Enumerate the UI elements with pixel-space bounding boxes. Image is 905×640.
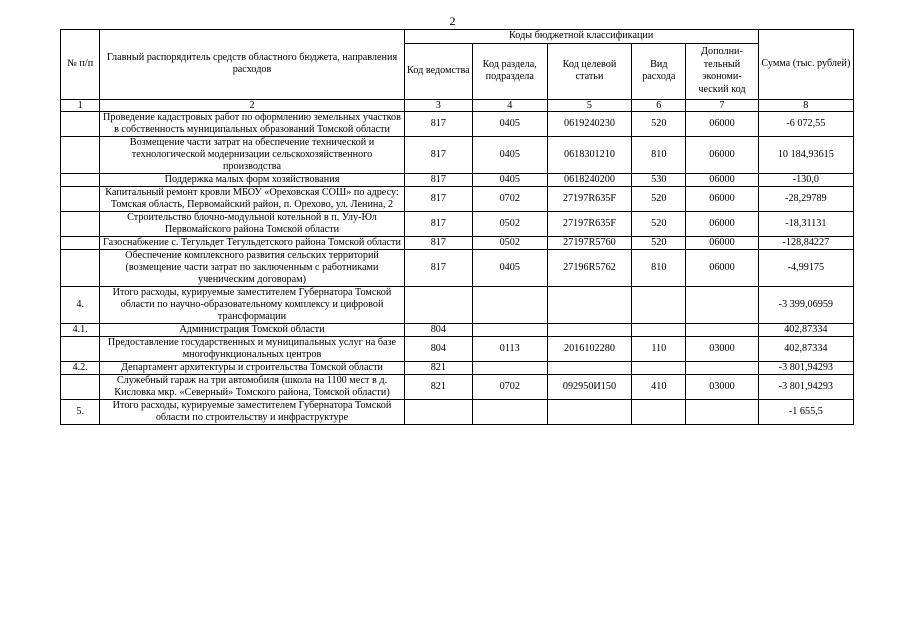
row-sum: -6 072,55 bbox=[758, 111, 853, 136]
row-ved-code: 817 bbox=[404, 111, 472, 136]
table-row bbox=[61, 374, 854, 399]
row-vid-code: 520 bbox=[632, 236, 686, 249]
row-dop-code: 06000 bbox=[686, 249, 758, 286]
row-name: Газоснабжение с. Тегульдет Тегульдетского района Томской области bbox=[100, 236, 404, 249]
column-index: 8 bbox=[758, 99, 853, 111]
row-number bbox=[61, 236, 100, 249]
row-razdel-code: 0405 bbox=[472, 136, 547, 173]
row-dop-code bbox=[686, 361, 758, 374]
row-ved-code: 817 bbox=[404, 236, 472, 249]
header-ved: Код ведомства bbox=[404, 43, 472, 99]
table-row bbox=[61, 286, 854, 323]
row-name: Предоставление государственных и муниципальных услуг на базе многофункциональных центров bbox=[100, 336, 404, 361]
row-sum: -1 655,5 bbox=[758, 399, 853, 424]
row-dop-code: 06000 bbox=[686, 136, 758, 173]
header-dop: Дополни-тельный экономи-ческий код bbox=[686, 43, 758, 99]
row-name: Проведение кадастровых работ по оформлению земельных участков в собственность муниципальных образований Томской области bbox=[100, 111, 404, 136]
row-celevoy-code: 27197R635F bbox=[547, 186, 632, 211]
row-name: Администрация Томской области bbox=[100, 323, 404, 336]
row-razdel-code bbox=[472, 286, 547, 323]
row-vid-code: 530 bbox=[632, 173, 686, 186]
row-vid-code: 520 bbox=[632, 186, 686, 211]
column-index: 7 bbox=[686, 99, 758, 111]
row-celevoy-code: 0619240230 bbox=[547, 111, 632, 136]
row-number: 4.2. bbox=[61, 361, 100, 374]
row-celevoy-code bbox=[547, 286, 632, 323]
row-celevoy-code: 0618301210 bbox=[547, 136, 632, 173]
row-celevoy-code: 27196R5762 bbox=[547, 249, 632, 286]
row-razdel-code bbox=[472, 361, 547, 374]
row-name: Итого расходы, курируемые заместителем Губернатора Томской области по строительству и инфраструктуре bbox=[100, 399, 404, 424]
row-sum: -130,0 bbox=[758, 173, 853, 186]
row-number bbox=[61, 186, 100, 211]
row-dop-code: 03000 bbox=[686, 374, 758, 399]
row-sum: -28,29789 bbox=[758, 186, 853, 211]
row-vid-code: 410 bbox=[632, 374, 686, 399]
row-razdel-code bbox=[472, 323, 547, 336]
row-vid-code bbox=[632, 361, 686, 374]
header-celevoy: Код целевой статьи bbox=[547, 43, 632, 99]
row-dop-code: 06000 bbox=[686, 236, 758, 249]
row-name: Поддержка малых форм хозяйствования bbox=[100, 173, 404, 186]
row-celevoy-code: 27197R5760 bbox=[547, 236, 632, 249]
row-razdel-code: 0405 bbox=[472, 111, 547, 136]
header-num: № п/п bbox=[61, 30, 100, 100]
row-name: Итого расходы, курируемые заместителем Губернатора Томской области по научно-образовательному комплексу и цифровой трансформации bbox=[100, 286, 404, 323]
row-ved-code: 817 bbox=[404, 136, 472, 173]
row-number bbox=[61, 374, 100, 399]
row-dop-code: 06000 bbox=[686, 211, 758, 236]
row-celevoy-code: 2016102280 bbox=[547, 336, 632, 361]
row-sum: -3 399,06959 bbox=[758, 286, 853, 323]
column-index: 3 bbox=[404, 99, 472, 111]
row-sum: -3 801,94293 bbox=[758, 361, 853, 374]
row-name: Строительство блочно-модульной котельной в п. Улу-Юл Первомайского района Томской области bbox=[100, 211, 404, 236]
row-dop-code: 06000 bbox=[686, 186, 758, 211]
row-sum: -3 801,94293 bbox=[758, 374, 853, 399]
row-dop-code: 06000 bbox=[686, 173, 758, 186]
row-celevoy-code bbox=[547, 323, 632, 336]
header-name: Главный распорядитель средств областного бюджета, направления расходов bbox=[100, 30, 404, 100]
row-name: Капитальный ремонт кровли МБОУ «Ореховская СОШ» по адресу: Томская область, Первомайский район, п. Орехово, ул. Ленина, 2 bbox=[100, 186, 404, 211]
row-razdel-code: 0702 bbox=[472, 186, 547, 211]
table-row bbox=[61, 136, 854, 173]
row-sum: -4,99175 bbox=[758, 249, 853, 286]
row-sum: 402,87334 bbox=[758, 323, 853, 336]
table-row bbox=[61, 173, 854, 186]
row-razdel-code: 0405 bbox=[472, 173, 547, 186]
row-razdel-code: 0113 bbox=[472, 336, 547, 361]
row-ved-code: 817 bbox=[404, 249, 472, 286]
row-dop-code: 03000 bbox=[686, 336, 758, 361]
row-vid-code bbox=[632, 286, 686, 323]
row-vid-code: 810 bbox=[632, 136, 686, 173]
row-ved-code: 817 bbox=[404, 173, 472, 186]
row-number: 4. bbox=[61, 286, 100, 323]
row-number: 5. bbox=[61, 399, 100, 424]
row-vid-code: 110 bbox=[632, 336, 686, 361]
row-vid-code: 520 bbox=[632, 111, 686, 136]
row-number bbox=[61, 136, 100, 173]
row-number bbox=[61, 111, 100, 136]
row-ved-code: 821 bbox=[404, 361, 472, 374]
row-name: Служебный гараж на три автомобиля (школа на 1100 мест в д. Кисловка мкр. «Северный» Томского района, Томской области) bbox=[100, 374, 404, 399]
table-row bbox=[61, 111, 854, 136]
row-sum: -18,31131 bbox=[758, 211, 853, 236]
row-sum: -128,84227 bbox=[758, 236, 853, 249]
table-row bbox=[61, 323, 854, 336]
budget-table bbox=[60, 29, 854, 425]
row-number bbox=[61, 336, 100, 361]
row-razdel-code bbox=[472, 399, 547, 424]
row-number bbox=[61, 173, 100, 186]
row-ved-code: 804 bbox=[404, 323, 472, 336]
row-vid-code bbox=[632, 323, 686, 336]
table-row bbox=[61, 336, 854, 361]
table-row bbox=[61, 211, 854, 236]
row-vid-code: 520 bbox=[632, 211, 686, 236]
row-dop-code: 06000 bbox=[686, 111, 758, 136]
row-ved-code bbox=[404, 286, 472, 323]
header-vid: Вид расхода bbox=[632, 43, 686, 99]
header-codes-group: Коды бюджетной классификации bbox=[404, 30, 758, 44]
row-sum: 402,87334 bbox=[758, 336, 853, 361]
column-index: 1 bbox=[61, 99, 100, 111]
table-row bbox=[61, 249, 854, 286]
row-razdel-code: 0405 bbox=[472, 249, 547, 286]
row-ved-code: 804 bbox=[404, 336, 472, 361]
row-ved-code: 817 bbox=[404, 211, 472, 236]
row-ved-code: 817 bbox=[404, 186, 472, 211]
row-vid-code bbox=[632, 399, 686, 424]
table-row bbox=[61, 399, 854, 424]
table-row bbox=[61, 361, 854, 374]
row-number bbox=[61, 249, 100, 286]
table-row bbox=[61, 236, 854, 249]
row-celevoy-code bbox=[547, 361, 632, 374]
column-index: 2 bbox=[100, 99, 404, 111]
row-number bbox=[61, 211, 100, 236]
row-razdel-code: 0502 bbox=[472, 236, 547, 249]
column-index: 5 bbox=[547, 99, 632, 111]
row-number: 4.1. bbox=[61, 323, 100, 336]
column-index: 6 bbox=[632, 99, 686, 111]
row-ved-code bbox=[404, 399, 472, 424]
row-name: Возмещение части затрат на обеспечение технической и технологической модернизации сельскохозяйственного производства bbox=[100, 136, 404, 173]
row-celevoy-code bbox=[547, 399, 632, 424]
header-razdel: Код раздела, подраздела bbox=[472, 43, 547, 99]
row-vid-code: 810 bbox=[632, 249, 686, 286]
column-index: 4 bbox=[472, 99, 547, 111]
row-sum: 10 184,93615 bbox=[758, 136, 853, 173]
row-razdel-code: 0502 bbox=[472, 211, 547, 236]
page-number: 2 bbox=[449, 14, 456, 28]
row-razdel-code: 0702 bbox=[472, 374, 547, 399]
row-celevoy-code: 27197R635F bbox=[547, 211, 632, 236]
row-name: Департамент архитектуры и строительства Томской области bbox=[100, 361, 404, 374]
row-dop-code bbox=[686, 399, 758, 424]
row-ved-code: 821 bbox=[404, 374, 472, 399]
row-dop-code bbox=[686, 323, 758, 336]
row-celevoy-code: 0618240200 bbox=[547, 173, 632, 186]
row-name: Обеспечение комплексного развития сельских территорий (возмещение части затрат по заключенным с работниками ученическим договорам) bbox=[100, 249, 404, 286]
table-row bbox=[61, 186, 854, 211]
row-celevoy-code: 092950И150 bbox=[547, 374, 632, 399]
column-index-row bbox=[61, 99, 854, 111]
header-sum: Сумма (тыс. рублей) bbox=[758, 30, 853, 100]
row-dop-code bbox=[686, 286, 758, 323]
